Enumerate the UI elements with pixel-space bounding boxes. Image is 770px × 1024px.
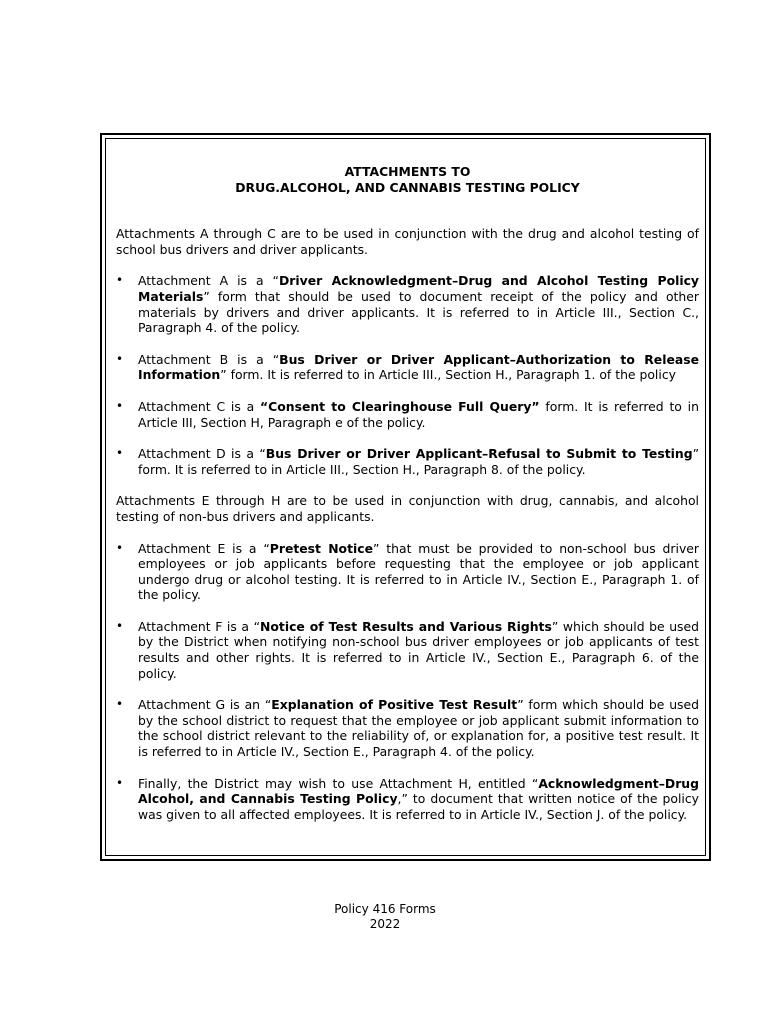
item-text-bold: Pretest Notice: [269, 540, 373, 556]
item-text-bold: Driver Acknowledgment–Drug and Alcohol Testing Policy Materials: [138, 273, 699, 304]
item-text-post: ,” to document that written notice of the policy was given to all affected employees. It is referred to in Article IV., Section J. of the policy.: [138, 791, 699, 822]
bullet-icon: •: [116, 398, 124, 413]
list-item-attachment-a: [116, 273, 699, 335]
footer-line-2: 2022: [369, 916, 401, 931]
item-text-bold: Bus Driver or Driver Applicant–Authorization to Release Information: [138, 351, 699, 383]
item-text-pre: Attachment C is a: [138, 398, 260, 414]
list-item-attachment-h: [116, 776, 699, 823]
title-line-1: ATTACHMENTS TO: [344, 164, 471, 179]
item-text-post: ” form that should be used to document receipt of the policy and other materials by drivers and driver applicants. It is referred to in Article III., Section C., Paragraph 4. of the policy.: [138, 288, 699, 336]
item-text-pre: Attachment B is a “: [138, 351, 280, 367]
list-item-attachment-e: [116, 541, 699, 603]
bullet-icon: •: [116, 351, 124, 366]
list-item-attachment-c: [116, 399, 699, 430]
item-text-post: ” form which should be used by the school district to request that the employee or job applicant submit information to the school district relevant to the reliability of, or explanation for, a positive test result. It is referred to in Article IV., Section E., Paragraph 4. of the policy.: [138, 697, 699, 760]
bullet-icon: •: [116, 446, 124, 461]
list-item-attachment-d: [116, 446, 699, 477]
title-line-2: DRUG.ALCOHOL, AND CANNABIS TESTING POLICY: [235, 179, 580, 195]
item-text-bold: Notice of Test Results and Various Rights: [260, 618, 552, 634]
list-item-attachment-g: [116, 697, 699, 759]
item-text-bold: Acknowledgment–Drug Alcohol, and Cannabis Testing Policy: [138, 775, 699, 807]
bullet-icon: •: [116, 697, 124, 712]
item-text-pre: Attachment A is a “: [138, 273, 279, 289]
intro-paragraph-2: Attachments E through H are to be used in conjunction with drug, cannabis, and alcohol testing of non-bus drivers and applicants.: [116, 493, 699, 524]
attachment-list-2: [116, 541, 699, 823]
item-text-pre: Attachment F is a “: [138, 618, 261, 634]
page-title: [116, 164, 699, 195]
item-text-post: ” form. It is referred to in Article III., Section H., Paragraph 1. of the policy: [220, 367, 676, 383]
item-text-post: ” which should be used by the District when notifying non-school bus driver employees or job applicants of test results and other rights. It is referred to in Article IV., Section E., Paragraph 6. of the policy.: [138, 618, 700, 681]
document-body: [116, 164, 699, 838]
item-text-post: form. It is referred to in Article III, Section H, Paragraph e of the policy.: [138, 398, 699, 430]
attachment-list-1: [116, 273, 699, 477]
list-item-attachment-f: [116, 619, 699, 681]
item-text-pre: Attachment E is a “: [138, 540, 270, 556]
item-text-post: ” form. It is referred to in Article III., Section H., Paragraph 8. of the policy.: [138, 446, 699, 477]
item-text-bold: Bus Driver or Driver Applicant–Refusal to Submit to Testing: [265, 446, 693, 462]
page-footer: [0, 902, 770, 931]
intro-paragraph-1: Attachments A through C are to be used in conjunction with the drug and alcohol testing of school bus drivers and driver applicants.: [116, 226, 699, 257]
item-text-bold: Explanation of Positive Test Result: [271, 697, 518, 713]
item-text-pre: Attachment G is an “: [138, 697, 272, 713]
bullet-icon: •: [116, 618, 124, 633]
footer-line-1: Policy 416 Forms: [334, 902, 436, 916]
item-text-pre: Attachment D is a “: [138, 446, 266, 462]
bullet-icon: •: [116, 540, 124, 555]
item-text-pre: Finally, the District may wish to use Attachment H, entitled “: [138, 775, 539, 791]
bullet-icon: •: [116, 775, 124, 790]
list-item-attachment-b: [116, 352, 699, 383]
item-text-post: ” that must be provided to non-school bus driver employees or job applicants before requesting that the employee or job applicant undergo drug or alcohol testing. It is referred to in Article IV., Section E., Paragraph 1. of the policy.: [138, 540, 699, 603]
item-text-bold: “Consent to Clearinghouse Full Query”: [260, 398, 540, 414]
bullet-icon: •: [116, 273, 124, 288]
